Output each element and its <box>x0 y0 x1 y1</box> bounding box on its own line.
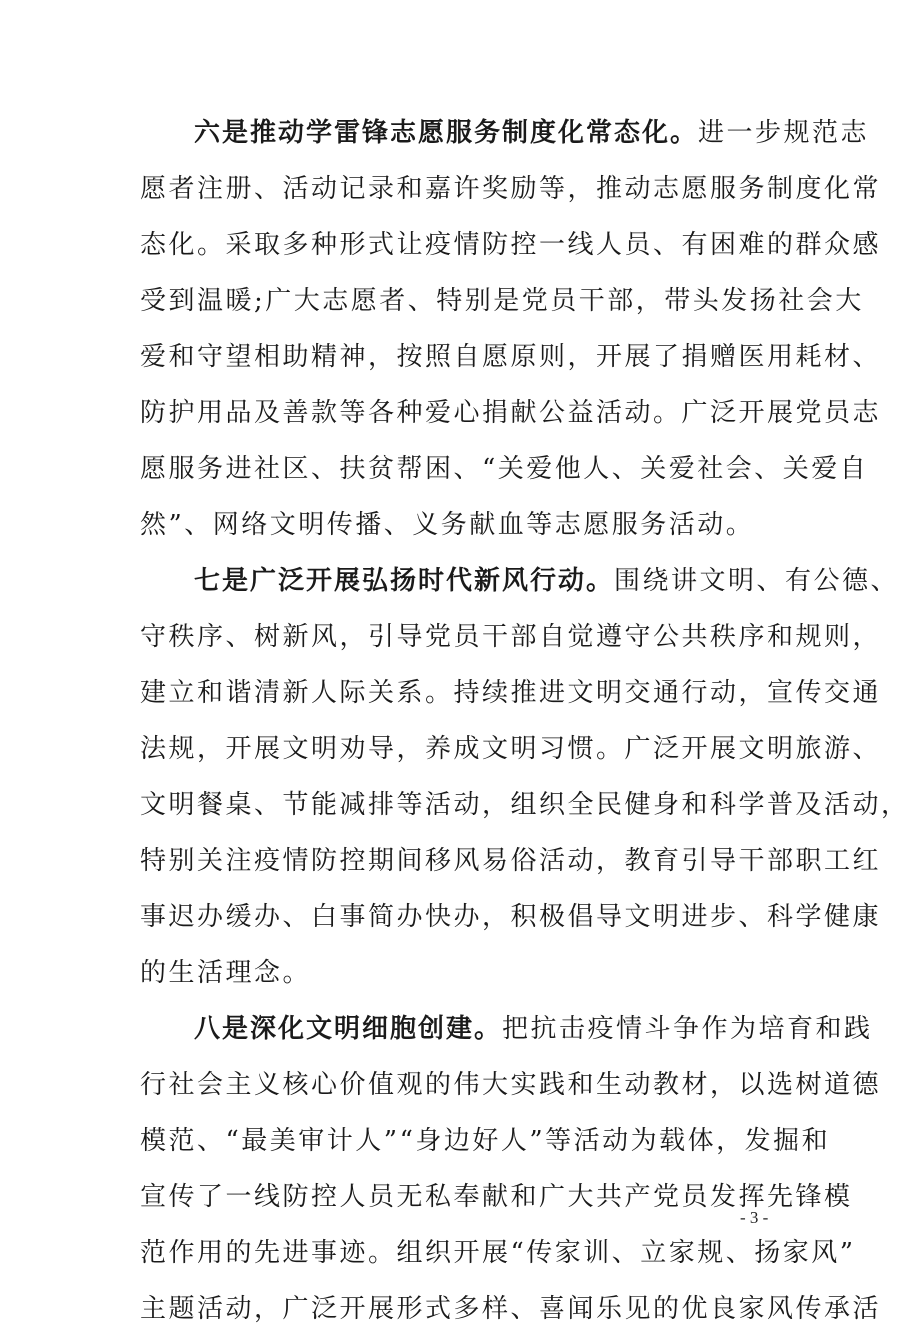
paragraph-line: 主题活动，广泛开展形式多样、喜闻乐见的优良家风传承活 <box>140 1294 882 1324</box>
paragraph-line: 守秩序、树新风，引导党员干部自觉遵守公共秩序和规则， <box>140 622 882 652</box>
paragraph-line <box>140 105 870 161</box>
paragraph-line: 愿者注册、活动记录和嘉许奖励等，推动志愿服务制度化常 <box>140 174 882 204</box>
paragraph-line: 建立和谐清新人际关系。持续推进文明交通行动，宣传交通 <box>140 678 882 708</box>
paragraph-line: 然”、网络文明传播、义务献血等志愿服务活动。 <box>140 510 755 540</box>
paragraph-line: 特别关注疫情防控期间移风易俗活动，教育引导干部职工红 <box>140 846 882 876</box>
paragraph-line: 受到温暖;广大志愿者、特别是党员干部，带头发扬社会大 <box>140 286 864 316</box>
paragraph-line: 防护用品及善款等各种爱心捐献公益活动。广泛开展党员志 <box>140 398 882 428</box>
paragraph-heading: 八是深化文明细胞创建。 <box>194 1014 503 1044</box>
paragraph-line: 爱和守望相助精神，按照自愿原则，开展了捐赠医用耗材、 <box>140 342 882 372</box>
paragraph-line: 愿服务进社区、扶贫帮困、“关爱他人、关爱社会、关爱自 <box>140 454 869 484</box>
paragraph-line: 的生活理念。 <box>140 958 312 988</box>
paragraph-text: 进一步规范志 <box>698 118 870 148</box>
paragraph-line: 文明餐桌、节能减排等活动，组织全民健身和科学普及活动， <box>140 790 910 820</box>
paragraph-line: 行社会主义核心价值观的伟大实践和生动教材，以选树道德 <box>140 1070 882 1100</box>
paragraph-text: 把抗击疫情斗争作为培育和践 <box>502 1014 873 1044</box>
paragraph-line: 事迟办缓办、白事简办快办，积极倡导文明进步、科学健康 <box>140 902 882 932</box>
paragraph-heading: 七是广泛开展弘扬时代新风行动。 <box>194 566 615 596</box>
paragraph-line: 态化。采取多种形式让疫情防控一线人员、有困难的群众感 <box>140 230 882 260</box>
document-body <box>140 105 910 1337</box>
paragraph-line: 宣传了一线防控人员无私奉献和广大共产党员发挥先锋模 <box>140 1182 853 1212</box>
paragraph-text: 围绕讲文明、有公德、 <box>614 566 900 596</box>
paragraph-line <box>140 1001 873 1057</box>
paragraph-line: 范作用的先进事迹。组织开展“传家训、立家规、扬家风” <box>140 1238 856 1268</box>
page-number: - 3 - <box>740 1208 769 1227</box>
paragraph-heading: 六是推动学雷锋志愿服务制度化常态化。 <box>194 118 699 148</box>
paragraph-line: 法规，开展文明劝导，养成文明习惯。广泛开展文明旅游、 <box>140 734 882 764</box>
paragraph-line <box>140 553 900 609</box>
paragraph-line: 模范、“最美审计人”“身边好人”等活动为载体，发掘和 <box>140 1126 831 1156</box>
